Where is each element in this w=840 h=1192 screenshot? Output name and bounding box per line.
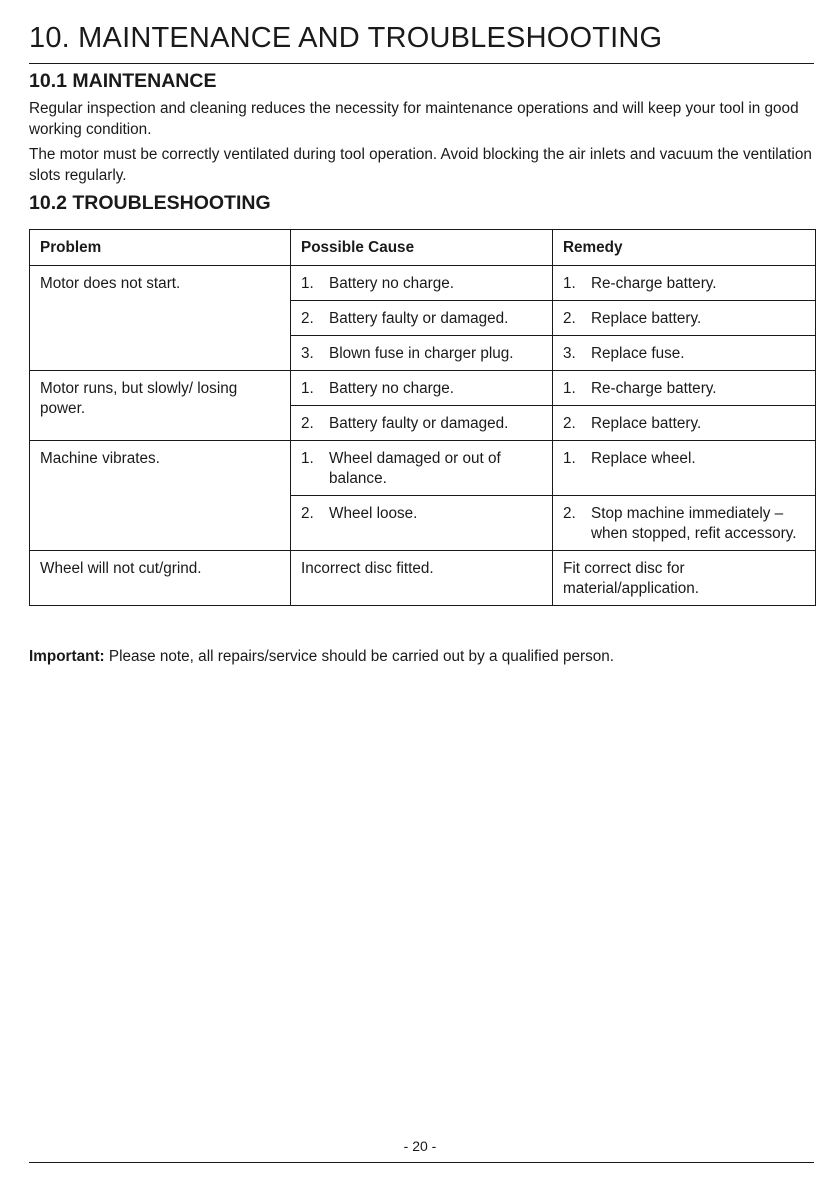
remedy-number: 1. bbox=[563, 380, 576, 397]
page-number: - 20 - bbox=[403, 1138, 437, 1154]
cause-cell bbox=[291, 266, 553, 301]
remedy-cell bbox=[553, 266, 816, 301]
cause-text: Battery faulty or damaged. bbox=[329, 310, 509, 327]
remedy-cell bbox=[553, 496, 816, 551]
header-problem: Problem bbox=[30, 230, 291, 266]
cause-cell bbox=[291, 406, 553, 441]
cause-cell bbox=[291, 371, 553, 406]
cause-cell: Incorrect disc fitted. bbox=[291, 551, 553, 606]
remedy-text: Re-charge battery. bbox=[591, 275, 717, 292]
table-row bbox=[30, 266, 816, 301]
remedy-text: Stop machine immediately – when stopped, refit accessory. bbox=[591, 505, 797, 542]
footer-divider bbox=[29, 1162, 814, 1163]
troubleshooting-heading: 10.2 TROUBLESHOOTING bbox=[29, 192, 271, 214]
table-header-row bbox=[30, 230, 816, 266]
remedy-text: Re-charge battery. bbox=[591, 380, 717, 397]
page-title: 10. MAINTENANCE AND TROUBLESHOOTING bbox=[29, 22, 663, 54]
important-note bbox=[29, 648, 614, 666]
remedy-cell bbox=[553, 441, 816, 496]
cause-number: 1. bbox=[301, 275, 314, 292]
remedy-cell bbox=[553, 301, 816, 336]
remedy-cell bbox=[553, 336, 816, 371]
header-possible-cause: Possible Cause bbox=[291, 230, 553, 266]
problem-cell: Wheel will not cut/grind. bbox=[30, 551, 291, 606]
cause-cell bbox=[291, 301, 553, 336]
remedy-number: 3. bbox=[563, 345, 576, 362]
table-row bbox=[30, 441, 816, 496]
cause-number: 1. bbox=[301, 450, 314, 467]
remedy-number: 2. bbox=[563, 415, 576, 432]
troubleshooting-table bbox=[29, 229, 816, 606]
title-divider bbox=[29, 63, 814, 64]
remedy-text: Replace battery. bbox=[591, 415, 702, 432]
cause-text: Battery no charge. bbox=[329, 275, 454, 292]
cause-number: 3. bbox=[301, 345, 314, 362]
maintenance-paragraph-2: The motor must be correctly ventilated during tool operation. Avoid blocking the air inlets and vacuum the ventilation slots regularly. bbox=[29, 146, 812, 184]
problem-cell: Motor runs, but slowly/ losing power. bbox=[30, 371, 291, 441]
remedy-text: Replace wheel. bbox=[591, 450, 696, 467]
important-label: Important: bbox=[29, 648, 105, 665]
remedy-cell: Fit correct disc for material/application. bbox=[553, 551, 816, 606]
remedy-text: Replace fuse. bbox=[591, 345, 685, 362]
cause-cell bbox=[291, 496, 553, 551]
remedy-number: 1. bbox=[563, 450, 576, 467]
cause-number: 1. bbox=[301, 380, 314, 397]
remedy-cell bbox=[553, 371, 816, 406]
cause-text: Battery faulty or damaged. bbox=[329, 415, 509, 432]
table-row bbox=[30, 551, 816, 606]
header-remedy: Remedy bbox=[553, 230, 816, 266]
problem-cell: Motor does not start. bbox=[30, 266, 291, 371]
remedy-number: 2. bbox=[563, 505, 576, 522]
remedy-number: 2. bbox=[563, 310, 576, 327]
maintenance-heading: 10.1 MAINTENANCE bbox=[29, 70, 217, 92]
cause-text: Battery no charge. bbox=[329, 380, 454, 397]
important-text: Please note, all repairs/service should be carried out by a qualified person. bbox=[104, 648, 614, 665]
cause-text: Wheel damaged or out of balance. bbox=[329, 450, 501, 487]
cause-text: Blown fuse in charger plug. bbox=[329, 345, 514, 362]
maintenance-paragraph-1: Regular inspection and cleaning reduces the necessity for maintenance operations and will keep your tool in good working condition. bbox=[29, 100, 799, 138]
cause-number: 2. bbox=[301, 310, 314, 327]
cause-number: 2. bbox=[301, 505, 314, 522]
cause-cell bbox=[291, 441, 553, 496]
table-row bbox=[30, 371, 816, 406]
remedy-text: Replace battery. bbox=[591, 310, 702, 327]
remedy-number: 1. bbox=[563, 275, 576, 292]
cause-text: Wheel loose. bbox=[329, 505, 418, 522]
problem-cell: Machine vibrates. bbox=[30, 441, 291, 551]
cause-number: 2. bbox=[301, 415, 314, 432]
remedy-cell bbox=[553, 406, 816, 441]
cause-cell bbox=[291, 336, 553, 371]
